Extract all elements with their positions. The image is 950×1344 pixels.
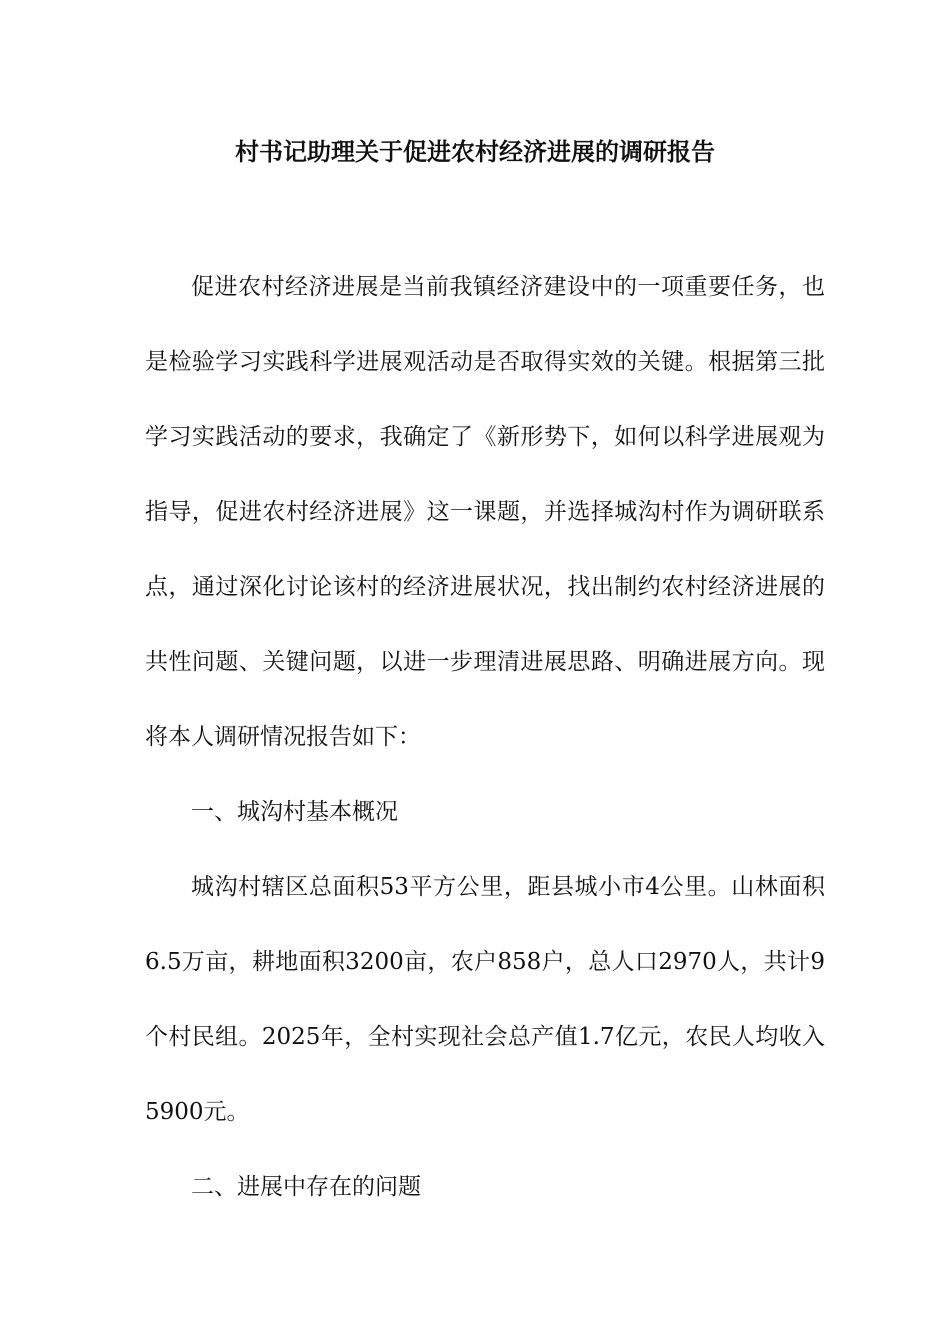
section-heading-problems: 二、进展中存在的问题	[191, 1174, 421, 1200]
document-title: 村书记助理关于促进农村经济进展的调研报告	[235, 137, 715, 166]
section-heading-overview: 一、城沟村基本概况	[191, 799, 398, 825]
intro-paragraph: 促进农村经济进展是当前我镇经济建设中的一项重要任务，也是检验学习实践科学进展观活动是否取得实效的关键。根据第三批学习实践活动的要求，我确定了《新形势下，如何以科学进展观为指导，促进农村经济进展》这一课题，并选择城沟村作为调研联系点，通过深化讨论该村的经济进展状况，找出制约农村经济进展的共性问题、关键问题，以进一步理清进展思路、明确进展方向。现将本人调研情况报告如下：	[145, 274, 825, 750]
overview-paragraph: 城沟村辖区总面积53平方公里，距县城小市4公里。山林面积6.5万亩，耕地面积3200亩，农户858户，总人口2970人，共计9个村民组。2025年，全村实现社会总产值1.7亿元，农民人均收入5900元。	[145, 874, 825, 1125]
document-body	[145, 250, 825, 1225]
